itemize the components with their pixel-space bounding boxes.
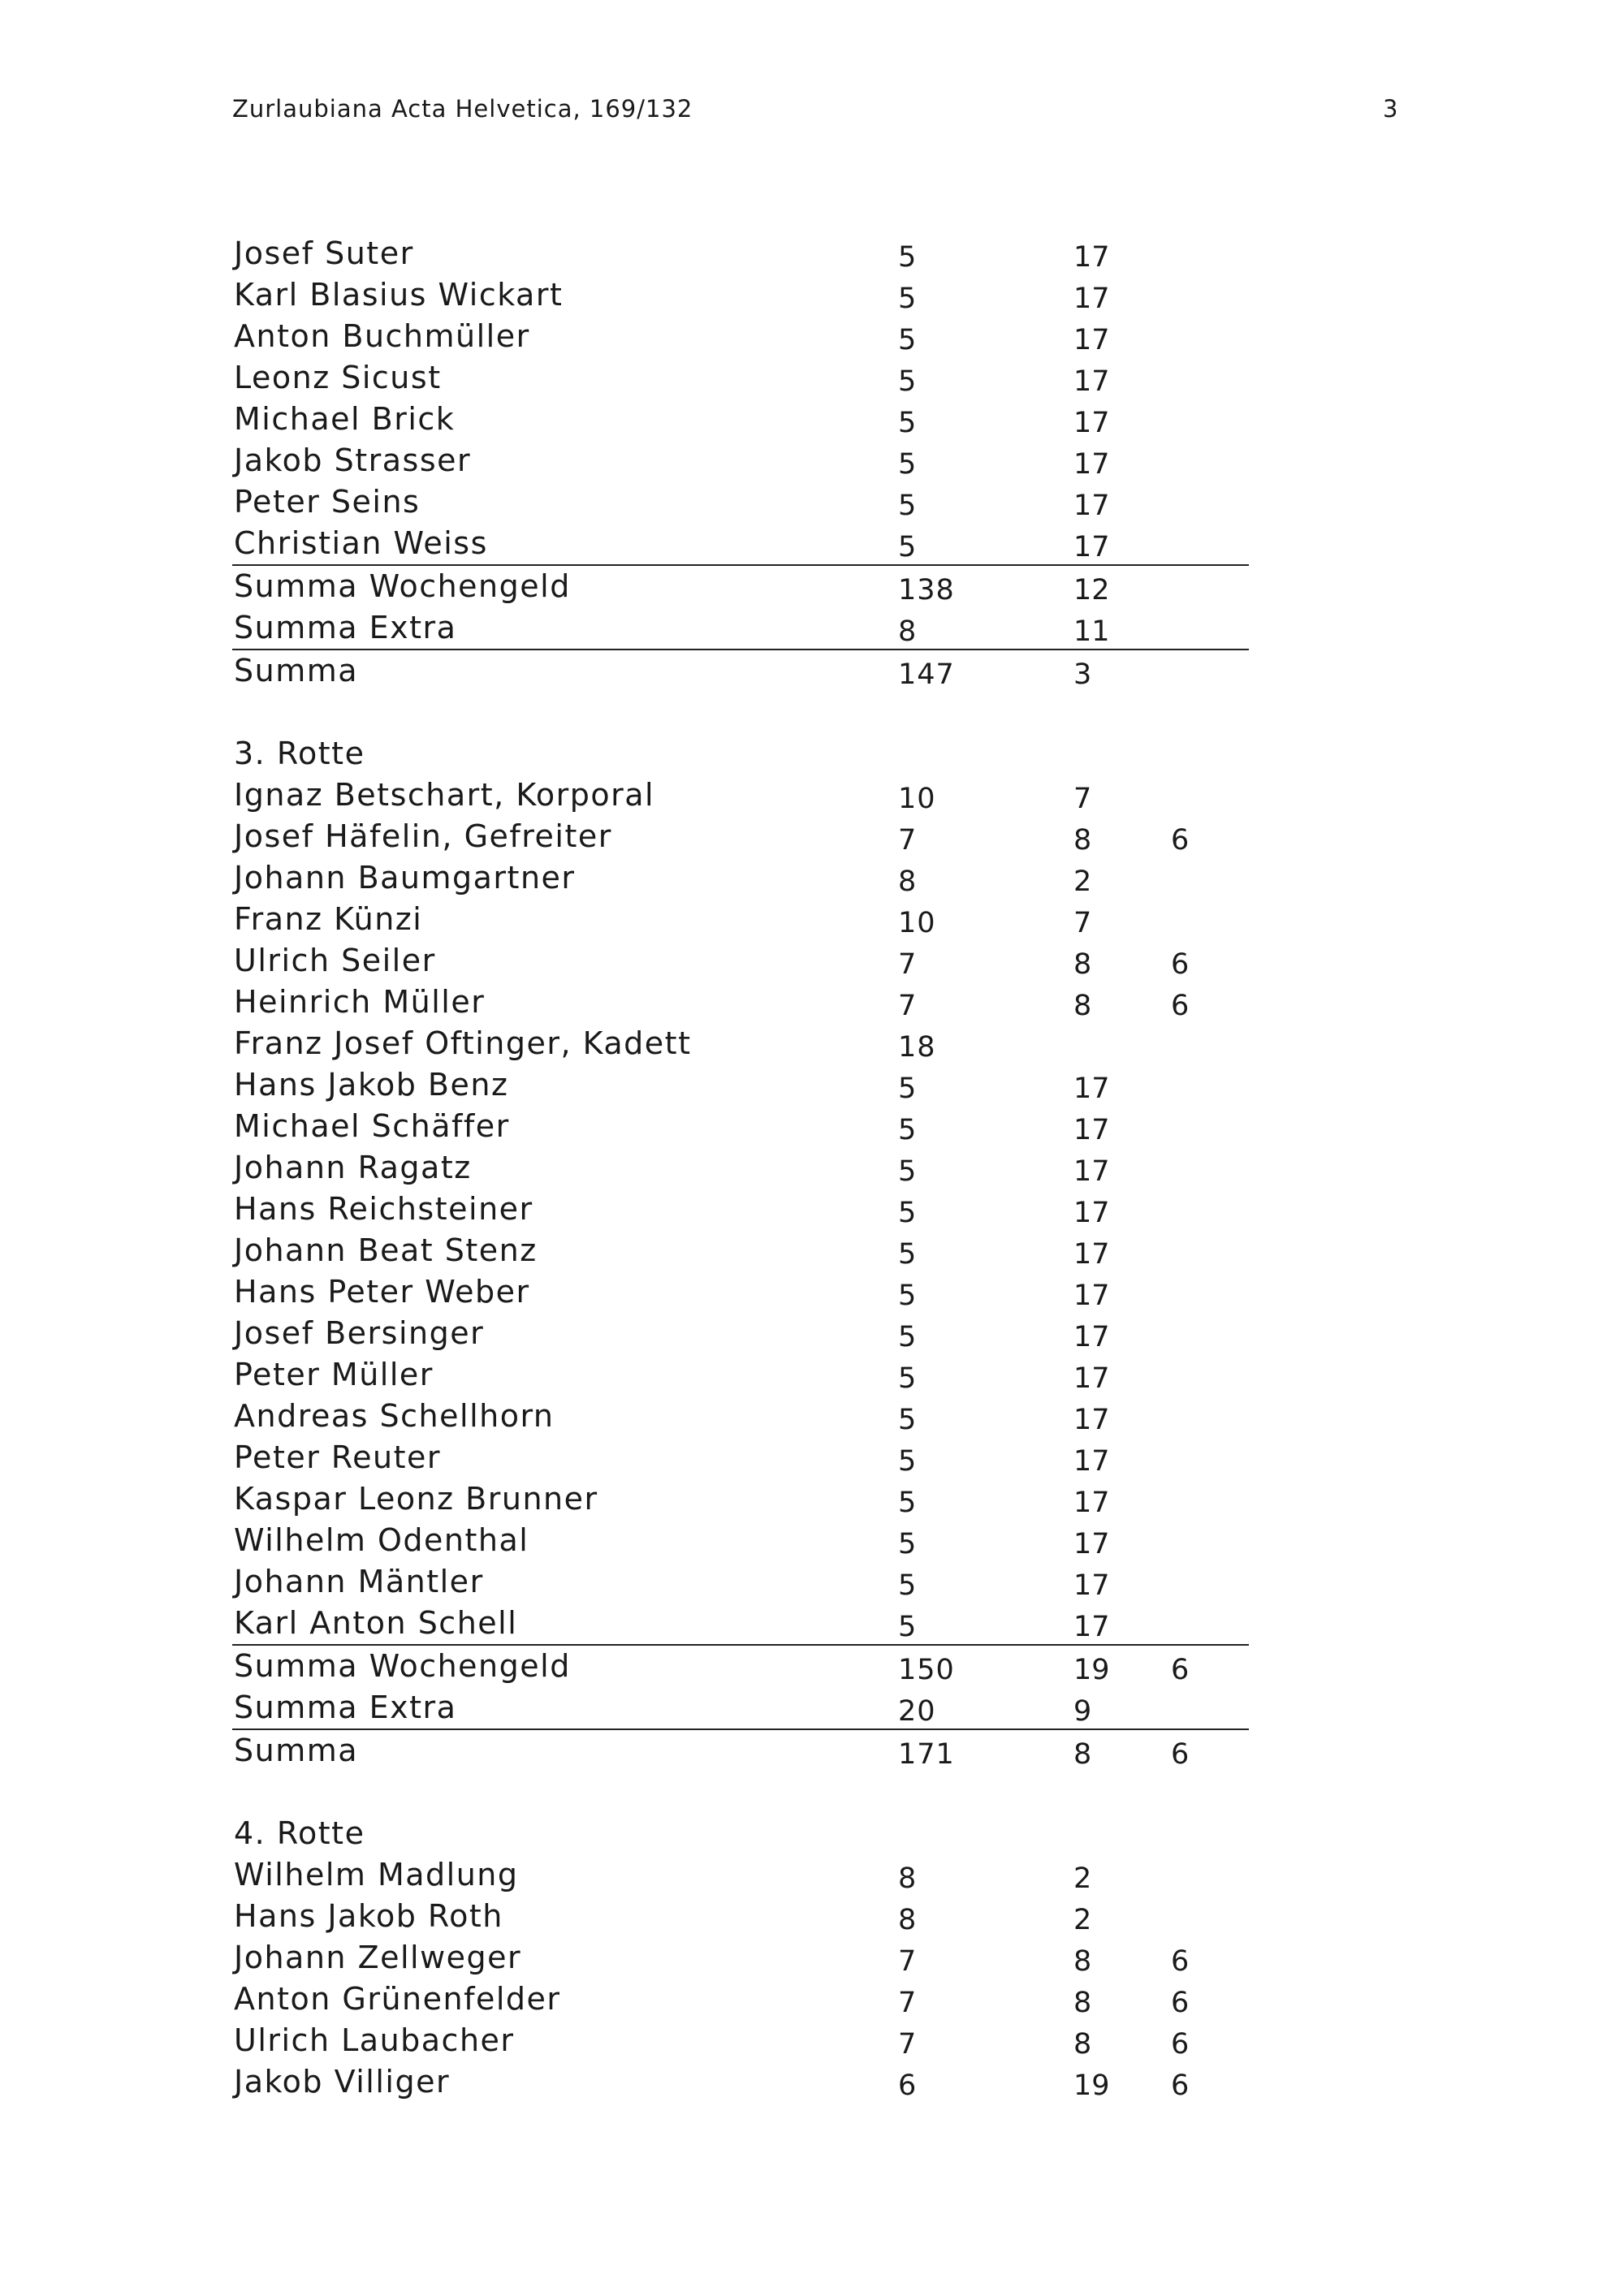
entry-value-2: 17	[1073, 1238, 1110, 1271]
entry-value-2: 12	[1073, 574, 1110, 606]
entry-name: 4. Rotte	[234, 1815, 365, 1851]
page-header-title: Zurlaubiana Acta Helvetica, 169/132	[232, 95, 693, 123]
ledger-row	[232, 1313, 1249, 1354]
entry-value-2: 8	[1073, 824, 1092, 857]
entry-value-2: 17	[1073, 1445, 1110, 1478]
entry-value-1: 5	[898, 1321, 918, 1353]
entry-name: Johann Zellweger	[234, 1940, 522, 1975]
entry-name: Hans Peter Weber	[234, 1274, 530, 1310]
ledger-row	[232, 1603, 1249, 1646]
ledger-row	[232, 233, 1249, 274]
entry-name: Hans Reichsteiner	[234, 1191, 533, 1227]
ledger-row	[232, 1271, 1249, 1313]
entry-value-2: 17	[1073, 1569, 1110, 1602]
entry-value-1: 5	[898, 1611, 918, 1643]
entry-name: Summa	[234, 1733, 359, 1768]
entry-name: Jakob Strasser	[234, 442, 472, 478]
entry-value-2: 17	[1073, 283, 1110, 315]
entry-value-1: 5	[898, 1487, 918, 1519]
ledger-row	[232, 857, 1249, 899]
ledger-row	[232, 523, 1249, 566]
entry-value-1: 7	[898, 948, 918, 981]
entry-value-1: 18	[898, 1031, 936, 1064]
ledger-row	[232, 2061, 1249, 2103]
entry-name: Ignaz Betschart, Korporal	[234, 777, 655, 813]
ledger-row	[232, 816, 1249, 857]
entry-value-1: 6	[898, 2069, 918, 2102]
entry-value-1: 5	[898, 1238, 918, 1271]
ledger-row	[232, 1189, 1249, 1230]
entry-name: Wilhelm Madlung	[234, 1857, 519, 1892]
entry-name: Ulrich Laubacher	[234, 2022, 515, 2058]
entry-value-2: 17	[1073, 490, 1110, 522]
ledger-row	[232, 899, 1249, 940]
entry-name: Ulrich Seiler	[234, 943, 436, 978]
ledger-row	[232, 1023, 1249, 1064]
entry-name: Wilhelm Odenthal	[234, 1522, 529, 1558]
entry-value-2: 8	[1073, 948, 1092, 981]
entry-value-2: 7	[1073, 907, 1092, 939]
ledger-row	[232, 1437, 1249, 1478]
entry-name: Michael Brick	[234, 401, 456, 437]
entry-name: Franz Josef Oftinger, Kadett	[234, 1025, 692, 1061]
entry-value-2: 7	[1073, 783, 1092, 815]
ledger-row	[232, 1896, 1249, 1937]
entry-name: Karl Blasius Wickart	[234, 277, 564, 313]
entry-value-1: 171	[898, 1738, 955, 1771]
entry-name: Summa Extra	[234, 610, 457, 645]
entry-value-1: 5	[898, 365, 918, 398]
entry-value-1: 150	[898, 1654, 955, 1686]
entry-value-1: 138	[898, 574, 955, 606]
entry-value-1: 147	[898, 658, 955, 691]
entry-name: Franz Künzi	[234, 901, 423, 937]
entry-value-2: 2	[1073, 1862, 1092, 1895]
entry-value-1: 8	[898, 615, 918, 648]
entry-value-2: 17	[1073, 1197, 1110, 1229]
ledger-row	[232, 1396, 1249, 1437]
ledger-row	[232, 357, 1249, 399]
ledger-row	[232, 1147, 1249, 1189]
ledger-row	[232, 1646, 1249, 1687]
ledger-row	[232, 733, 1249, 775]
entry-value-1: 5	[898, 324, 918, 356]
entry-name: Summa	[234, 653, 359, 688]
ledger-row	[232, 440, 1249, 481]
entry-value-2: 8	[1073, 990, 1092, 1022]
entry-value-1: 5	[898, 1155, 918, 1188]
ledger-table	[232, 233, 1249, 2103]
entry-name: Anton Buchmüller	[234, 318, 530, 354]
entry-value-2: 8	[1073, 1738, 1092, 1771]
entry-value-2: 17	[1073, 1362, 1110, 1395]
entry-value-1: 5	[898, 531, 918, 563]
ledger-row	[232, 650, 1249, 692]
entry-value-2: 17	[1073, 1404, 1110, 1436]
entry-name: Leonz Sicust	[234, 360, 442, 395]
entry-name: Summa Extra	[234, 1690, 457, 1725]
entry-value-1: 5	[898, 490, 918, 522]
entry-name: Michael Schäffer	[234, 1108, 510, 1144]
page-number: 3	[1383, 95, 1398, 123]
entry-value-1: 5	[898, 241, 918, 274]
entry-value-3: 6	[1171, 1738, 1190, 1771]
entry-name: Summa Wochengeld	[234, 1648, 571, 1684]
ledger-row	[232, 1064, 1249, 1106]
entry-name: Josef Suter	[234, 235, 414, 271]
entry-value-1: 5	[898, 1528, 918, 1560]
entry-value-3: 6	[1171, 2028, 1190, 2061]
entry-value-1: 5	[898, 448, 918, 481]
entry-name: Anton Grünenfelder	[234, 1981, 561, 2017]
ledger-row	[232, 2020, 1249, 2061]
entry-value-3: 6	[1171, 824, 1190, 857]
entry-value-2: 2	[1073, 1904, 1092, 1936]
ledger-row	[232, 1687, 1249, 1730]
entry-value-2: 19	[1073, 2069, 1110, 2102]
entry-value-1: 10	[898, 907, 936, 939]
entry-value-1: 5	[898, 1404, 918, 1436]
ledger-row	[232, 1937, 1249, 1979]
entry-value-1: 5	[898, 407, 918, 439]
ledger-row	[232, 1813, 1249, 1854]
entry-name: Johann Ragatz	[234, 1150, 472, 1185]
entry-value-3: 6	[1171, 1654, 1190, 1686]
entry-value-3: 6	[1171, 948, 1190, 981]
ledger-row	[232, 481, 1249, 523]
entry-value-1: 7	[898, 824, 918, 857]
ledger-row	[232, 982, 1249, 1023]
entry-value-3: 6	[1171, 1987, 1190, 2019]
entry-value-3: 6	[1171, 2069, 1190, 2102]
section-spacer	[232, 1772, 1249, 1813]
entry-value-2: 17	[1073, 241, 1110, 274]
entry-name: Johann Beat Stenz	[234, 1232, 538, 1268]
entry-value-1: 8	[898, 865, 918, 898]
ledger-row	[232, 1854, 1249, 1896]
entry-value-2: 17	[1073, 1487, 1110, 1519]
entry-value-2: 19	[1073, 1654, 1110, 1686]
entry-name: Kaspar Leonz Brunner	[234, 1481, 598, 1517]
ledger-row	[232, 1979, 1249, 2020]
entry-value-1: 7	[898, 2028, 918, 2061]
entry-value-2: 17	[1073, 1114, 1110, 1146]
ledger-row	[232, 316, 1249, 357]
ledger-row	[232, 566, 1249, 607]
ledger-row	[232, 1520, 1249, 1561]
ledger-row	[232, 399, 1249, 440]
entry-value-2: 9	[1073, 1695, 1092, 1728]
entry-value-1: 8	[898, 1862, 918, 1895]
entry-value-1: 5	[898, 283, 918, 315]
entry-value-2: 17	[1073, 324, 1110, 356]
ledger-row	[232, 1354, 1249, 1396]
entry-value-2: 17	[1073, 448, 1110, 481]
entry-name: 3. Rotte	[234, 736, 365, 771]
entry-value-1: 7	[898, 1945, 918, 1978]
entry-value-1: 5	[898, 1197, 918, 1229]
ledger-row	[232, 1106, 1249, 1147]
entry-value-1: 5	[898, 1280, 918, 1312]
ledger-row	[232, 940, 1249, 982]
entry-value-1: 5	[898, 1569, 918, 1602]
entry-name: Johann Mäntler	[234, 1564, 484, 1599]
entry-value-2: 17	[1073, 1611, 1110, 1643]
entry-value-1: 10	[898, 783, 936, 815]
entry-value-2: 17	[1073, 1321, 1110, 1353]
entry-value-1: 5	[898, 1362, 918, 1395]
entry-name: Josef Bersinger	[234, 1315, 485, 1351]
entry-name: Jakob Villiger	[234, 2064, 451, 2100]
entry-value-3: 6	[1171, 1945, 1190, 1978]
entry-value-2: 11	[1073, 615, 1110, 648]
entry-name: Christian Weiss	[234, 525, 488, 561]
ledger-row	[232, 1478, 1249, 1520]
entry-value-2: 8	[1073, 1987, 1092, 2019]
entry-name: Heinrich Müller	[234, 984, 486, 1020]
entry-value-2: 8	[1073, 1945, 1092, 1978]
entry-value-2: 17	[1073, 1280, 1110, 1312]
entry-value-1: 7	[898, 990, 918, 1022]
entry-value-2: 17	[1073, 1528, 1110, 1560]
entry-value-1: 7	[898, 1987, 918, 2019]
ledger-row	[232, 775, 1249, 816]
entry-value-1: 8	[898, 1904, 918, 1936]
entry-value-3: 6	[1171, 990, 1190, 1022]
entry-name: Peter Seins	[234, 484, 421, 520]
entry-name: Karl Anton Schell	[234, 1605, 518, 1641]
entry-value-2: 8	[1073, 2028, 1092, 2061]
entry-name: Johann Baumgartner	[234, 860, 576, 896]
entry-value-2: 17	[1073, 365, 1110, 398]
entry-value-2: 17	[1073, 1072, 1110, 1105]
ledger-row	[232, 1730, 1249, 1772]
entry-name: Andreas Schellhorn	[234, 1398, 555, 1434]
entry-value-2: 2	[1073, 865, 1092, 898]
entry-value-2: 17	[1073, 1155, 1110, 1188]
entry-value-1: 5	[898, 1445, 918, 1478]
ledger-row	[232, 1561, 1249, 1603]
entry-value-1: 20	[898, 1695, 936, 1728]
entry-name: Hans Jakob Roth	[234, 1898, 503, 1934]
entry-name: Peter Müller	[234, 1357, 434, 1392]
entry-value-1: 5	[898, 1114, 918, 1146]
ledger-row	[232, 607, 1249, 650]
entry-name: Josef Häfelin, Gefreiter	[234, 818, 612, 854]
ledger-row	[232, 1230, 1249, 1271]
entry-value-2: 17	[1073, 531, 1110, 563]
section-spacer	[232, 692, 1249, 733]
entry-name: Hans Jakob Benz	[234, 1067, 509, 1103]
ledger-row	[232, 274, 1249, 316]
entry-name: Peter Reuter	[234, 1439, 441, 1475]
entry-value-2: 3	[1073, 658, 1092, 691]
entry-value-1: 5	[898, 1072, 918, 1105]
entry-name: Summa Wochengeld	[234, 568, 571, 604]
entry-value-2: 17	[1073, 407, 1110, 439]
